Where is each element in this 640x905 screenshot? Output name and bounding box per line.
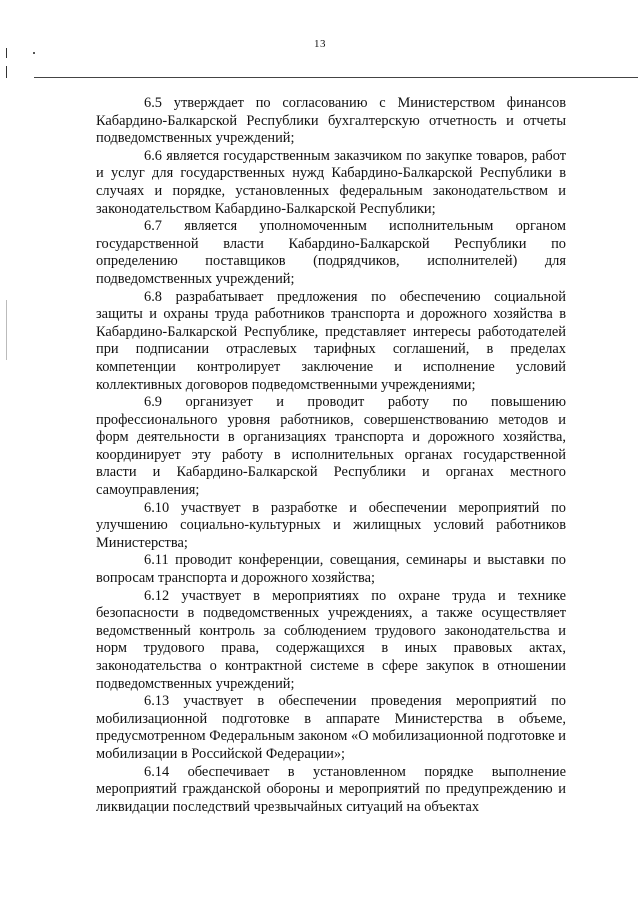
header-rule (34, 77, 638, 78)
clause-6-5: 6.5 утверждает по согласованию с Министерством финансов Кабардино-Балкарской Республики бухгалтерскую отчетность и отчеты подведомственных учреждений; (96, 95, 566, 147)
clause-6-10: 6.10 участвует в разработке и обеспечении мероприятий по улучшению социально-культурных и жилищных условий работников Министерства; (96, 499, 566, 551)
clause-6-7: 6.7 является уполномоченным исполнительным органом государственной власти Кабардино-Балкарской Республики по определению поставщиков (подрядчиков, исполнителей) для подведомственных учреждений; (96, 218, 566, 287)
binding-mark-middle (6, 66, 7, 78)
document-body (96, 95, 566, 816)
clause-6-14: 6.14 обеспечивает в установленном порядке выполнение мероприятий гражданской обороны и мероприятий по предупреждению и ликвидации последствий чрезвычайных ситуаций на объектах (96, 763, 566, 815)
clause-6-9: 6.9 организует и проводит работу по повышению профессионального уровня работников, совершенствованию методов и форм деятельности в организациях транспорта и дорожного хозяйства, координирует эту работу в исполнительных органах государственной власти и Кабардино-Балкарской Республики и органах местного самоуправления; (96, 394, 566, 499)
binding-mark-top (6, 48, 7, 58)
page-number: 13 (314, 38, 326, 50)
scan-dot (33, 52, 35, 54)
clause-6-12: 6.12 участвует в мероприятиях по охране труда и технике безопасности в подведомственных учреждениях, а также осуществляет ведомственный контроль за соблюдением трудового законодательства и норм трудового права, содержащихся в иных правовых актах, законодательства о контрактной системе в сфере закупок в отношении подведомственных учреждений; (96, 587, 566, 692)
clause-6-6: 6.6 является государственным заказчиком по закупке товаров, работ и услуг для государственных нужд Кабардино-Балкарской Республики в случаях и порядке, установленных федеральным законодательством и законодательством Кабардино-Балкарской Республики; (96, 147, 566, 217)
clause-6-13: 6.13 участвует в обеспечении проведения мероприятий по мобилизационной подготовке в аппарате Министерства в объеме, предусмотренном Федеральным законом «О мобилизационной подготовке и мобилизации в Российской Федерации»; (96, 693, 566, 762)
binding-mark-side (6, 300, 7, 360)
clause-6-8: 6.8 разрабатывает предложения по обеспечению социальной защиты и охраны труда работников транспорта и дорожного хозяйства в Кабардино-Балкарской Республике, представляет интересы работодателей при подписании отраслевых тарифных соглашений, в пределах компетенции контролирует заключение и исполнение условий коллективных договоров подведомственными учреждениями; (96, 288, 566, 393)
clause-6-11: 6.11 проводит конференции, совещания, семинары и выставки по вопросам транспорта и дорожного хозяйства; (96, 552, 566, 587)
